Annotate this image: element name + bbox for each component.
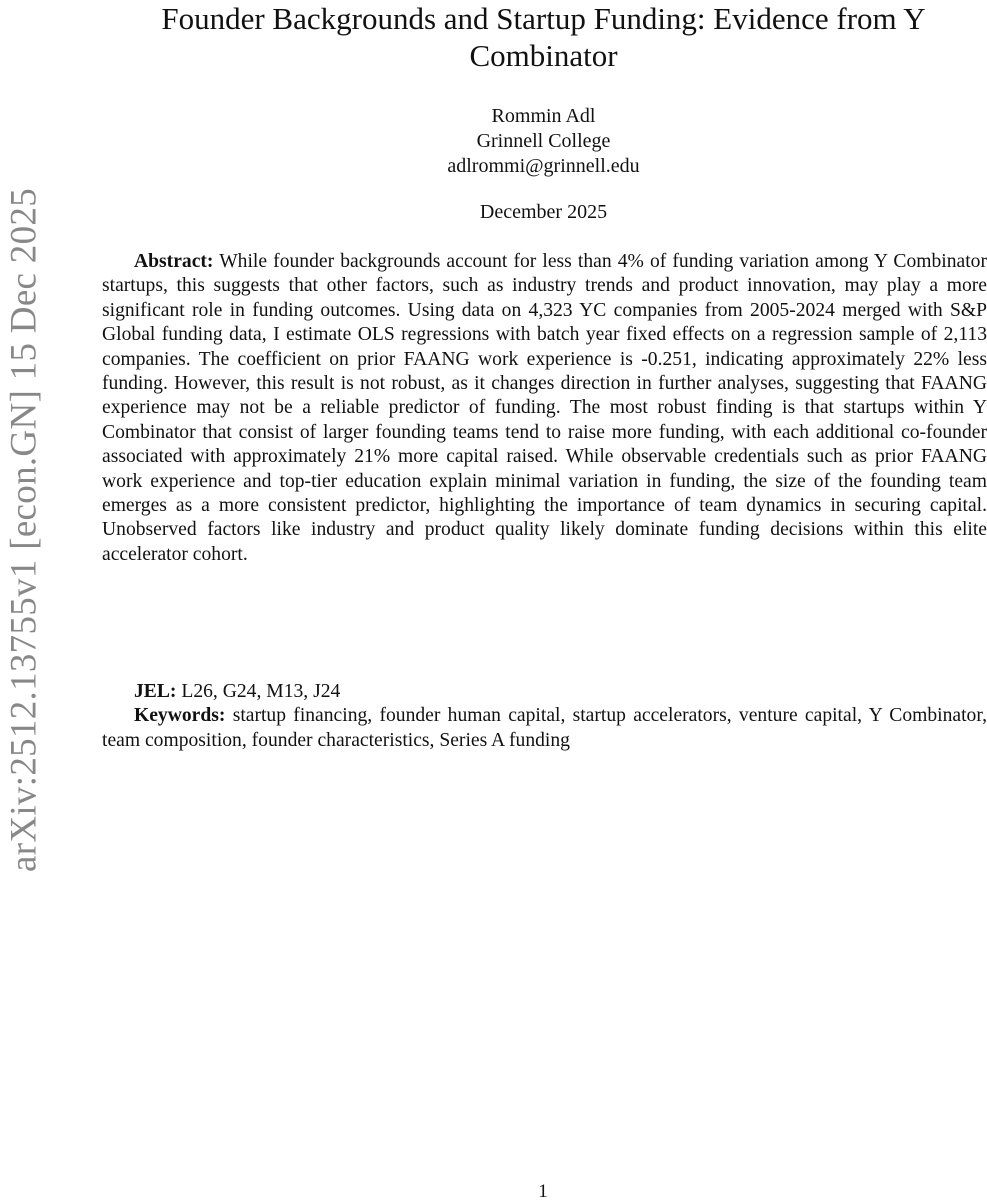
keywords [102, 704, 987, 753]
keywords-text: startup financing, founder human capital, startup accelerators, venture capital, Y Combinator, team composition, founder characteristics, Series A funding [102, 705, 987, 751]
arxiv-identifier: arXiv:2512.13755v1 [econ.GN] 15 Dec 2025 [3, 187, 45, 873]
author-name: Rommin Adl [491, 105, 596, 127]
classification-block [102, 680, 987, 753]
abstract-text: While founder backgrounds account for less than 4% of funding variation among Y Combinator startups, this suggests that other factors, such as industry trends and product innovation, may play a more significant role in funding outcomes. Using data on 4,323 YC companies from 2005-2024 merged with S&P Global funding data, I estimate OLS regressions with batch year fixed effects on a regression sample of 2,113 companies. The coefficient on prior FAANG work experience is -0.251, indicating approximately 22% less funding. However, this result is not robust, as it changes direction in further analyses, suggesting that FAANG experience may not be a reliable predictor of funding. The most robust finding is that startups within Y Combinator that consist of larger founding teams tend to raise more funding, with each additional co-founder associated with approximately 21% more capital raised. While observable credentials such as prior FAANG work experience and top-tier education explain minimal variation in funding, the size of the founding team emerges as a more consistent predictor, highlighting the importance of team dynamics in securing capital. Unobserved factors like industry and product quality likely dominate funding decisions within this elite accelerator cohort. [102, 251, 987, 565]
page-number: 1 [538, 1181, 548, 1202]
jel-label: JEL: [134, 681, 177, 702]
jel-text: L26, G24, M13, J24 [181, 681, 341, 702]
abstract [102, 250, 987, 567]
keywords-label: Keywords: [134, 705, 226, 727]
author-block [100, 104, 987, 179]
jel-codes [102, 680, 987, 704]
author-affiliation: Grinnell College [476, 130, 611, 152]
paper-date: December 2025 [479, 201, 608, 223]
paper-title: Founder Backgrounds and Startup Funding: Evidence from Y Combinator [161, 1, 926, 73]
author-email: adlrommi@grinnell.edu [447, 155, 640, 177]
abstract-label: Abstract: [134, 251, 214, 272]
